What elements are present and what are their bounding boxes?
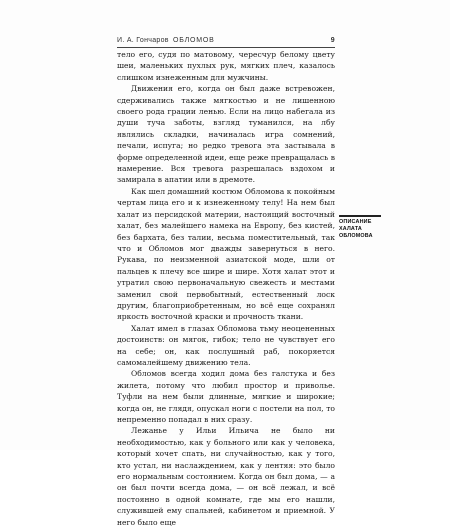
paragraph: тело его, судя по матовому, чересчур белому цвету шеи, маленьких пухлых рук, мягких плеч, казалось слишком изнеженным для мужчины. [117,50,335,82]
running-head-author: И. А. Гончаров [117,37,169,44]
paragraph: Как шел домашний костюм Обломова к покойным чертам лица его и к изнеженному телу! На нем был халат из персидской материи, настоящий восточный халат, без малейшего намека на Европу, без кистей, без бархата, без талии, весьма поместительный, так что и Обломов мог дважды завернуться в него. Рукава, по неизменной азиатской моде, шли от пальцев к плечу все шире и шире. Хотя халат этот и утратил свою первоначальную свежесть и местами заменил свой первобытный, естественный лоск другим, благоприобретенным, но всё еще сохранял яркость восточной краски и прочность ткани. [117,186,335,322]
running-head-title: ОБЛОМОВ [173,37,215,44]
header-rule [117,47,335,48]
margin-note [339,215,381,239]
paragraph: Обломов всегда ходил дома без галстука и без жилета, потому что любил простор и приволье. Туфли на нем были длинные, мягкие и широкие; когда он, не глядя, опускал ноги с постели на пол, то непременно попадал в них сразу. [117,369,335,424]
paragraph: Движения его, когда он был даже встревожен, сдерживались также мягкостью и не лишенною своего рода грации ленью. Если на лицо набегала из души туча заботы, взгляд туманился, на лбу являлись складки, начиналась игра сомнений, печали, испуга; но редко тревога эта застывала в форме определенной идеи, еще реже превращалась в намерение. Вся тревога разрешалась вздохом и замирала в апатии или в дремоте. [117,84,335,185]
paragraph: Лежанье у Ильи Ильича не было ни необходимостью, как у больного или как у человека, который хочет спать, ни случайностью, как у того, кто устал, ни наслаждением, как у лентяя: это было его нормальным состоянием. Когда он был дома, — а он был почти всегда дома, — он всё лежал, и всё постоянно в одной комнате, где мы его нашли, служившей ему спальней, кабинетом и приемной. У него было еще [117,426,335,527]
body-text [117,49,335,528]
margin-note-line: ХАЛАТА [339,225,363,232]
page-number: 9 [330,37,335,44]
margin-note-line: ОБЛОМОВА [339,232,373,239]
margin-note-line: ОПИСАНИЕ [339,219,372,225]
paragraph: Халат имел в глазах Обломова тьму неоцененных достоинств: он мягок, гибок; тело не чувствует его на себе; он, как послушный раб, покоряется самомалейшему движению тела. [117,323,335,367]
